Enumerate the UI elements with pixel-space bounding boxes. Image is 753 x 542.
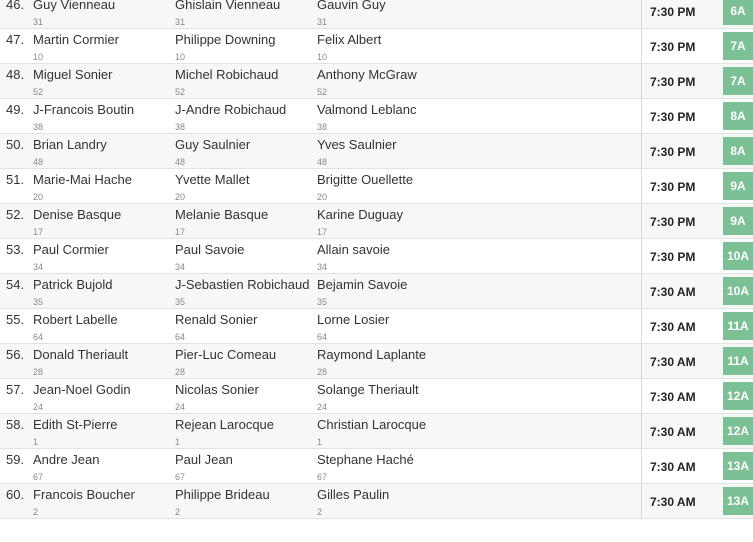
player-2-name[interactable]: Philippe Brideau (175, 487, 270, 502)
player-1-name[interactable]: Paul Cormier (33, 242, 109, 257)
column-divider (641, 64, 642, 98)
player-1-name[interactable]: J-Francois Boutin (33, 102, 135, 117)
player-1-handicap: 10 (33, 52, 44, 62)
starting-hole-badge[interactable]: 7A (723, 67, 753, 95)
player-1-handicap: 17 (33, 227, 44, 237)
player-3-cell (317, 172, 413, 203)
player-2-cell (175, 102, 286, 133)
player-1-name[interactable]: Donald Theriault (33, 347, 129, 362)
player-2-cell (175, 32, 275, 63)
tee-time: 7:30 AM (650, 285, 696, 299)
column-divider (641, 414, 642, 448)
table-row[interactable] (0, 309, 753, 344)
player-3-name[interactable]: Felix Albert (317, 32, 382, 47)
player-2-handicap: 34 (175, 262, 186, 272)
player-1-name[interactable]: Francois Boucher (33, 487, 135, 502)
tee-time: 7:30 PM (650, 110, 696, 124)
player-3-cell (317, 137, 397, 168)
player-1-handicap: 34 (33, 262, 44, 272)
player-2-handicap: 67 (175, 472, 186, 482)
player-1-handicap: 20 (33, 192, 44, 202)
player-3-name[interactable]: Solange Theriault (317, 382, 419, 397)
column-divider (641, 449, 642, 483)
player-3-cell (317, 0, 386, 28)
row-number: 59. (6, 452, 25, 467)
player-2-handicap: 52 (175, 87, 186, 97)
player-2-handicap: 48 (175, 157, 186, 167)
player-3-name[interactable]: Anthony McGraw (317, 67, 417, 82)
starting-hole-badge[interactable]: 8A (723, 137, 753, 165)
column-divider (641, 204, 642, 238)
table-row[interactable] (0, 414, 753, 449)
column-divider (641, 274, 642, 308)
column-divider (641, 309, 642, 343)
player-3-name[interactable]: Allain savoie (317, 242, 390, 257)
player-2-name[interactable]: Pier-Luc Comeau (175, 347, 277, 362)
player-3-handicap: 2 (317, 507, 323, 517)
starting-hole-badge[interactable]: 9A (723, 207, 753, 235)
player-2-name[interactable]: Renald Sonier (175, 312, 258, 327)
player-3-handicap: 67 (317, 472, 328, 482)
starting-hole-badge[interactable]: 9A (723, 172, 753, 200)
starting-hole-badge[interactable]: 10A (723, 277, 753, 305)
row-number: 47. (6, 32, 25, 47)
table-row[interactable] (0, 484, 753, 519)
player-3-handicap: 17 (317, 227, 328, 237)
player-3-cell (317, 312, 389, 343)
player-1-name[interactable]: Edith St-Pierre (33, 417, 118, 432)
player-3-handicap: 64 (317, 332, 328, 342)
row-number: 55. (6, 312, 25, 327)
row-number: 60. (6, 487, 25, 502)
player-2-handicap: 38 (175, 122, 186, 132)
player-2-cell (175, 312, 257, 343)
player-3-cell (317, 452, 414, 483)
player-2-name[interactable]: J-Andre Robichaud (175, 102, 287, 117)
player-1-cell (33, 207, 121, 238)
player-3-handicap: 35 (317, 297, 328, 307)
player-3-name[interactable]: Gilles Paulin (317, 487, 390, 502)
player-1-handicap: 38 (33, 122, 44, 132)
table-row[interactable] (0, 29, 753, 64)
player-2-cell (175, 242, 244, 273)
player-1-name[interactable]: Andre Jean (33, 452, 100, 467)
player-3-handicap: 31 (317, 17, 328, 27)
row-number: 48. (6, 67, 25, 82)
column-divider (641, 379, 642, 413)
player-3-cell (317, 67, 417, 98)
player-2-name[interactable]: J-Sebastien Robichaud (175, 277, 310, 292)
tee-time: 7:30 AM (650, 425, 696, 439)
player-1-name[interactable]: Robert Labelle (33, 312, 118, 327)
tee-time: 7:30 PM (650, 40, 696, 54)
player-1-cell (33, 347, 128, 378)
player-3-cell (317, 382, 419, 413)
player-1-name[interactable]: Denise Basque (33, 207, 122, 222)
player-1-handicap: 35 (33, 297, 44, 307)
player-3-cell (317, 417, 426, 448)
player-1-handicap: 1 (33, 437, 39, 447)
starting-hole-badge[interactable]: 6A (723, 0, 753, 25)
player-1-handicap: 67 (33, 472, 44, 482)
player-2-handicap: 1 (175, 437, 181, 447)
tee-time: 7:30 AM (650, 320, 696, 334)
player-1-cell (33, 487, 135, 518)
player-3-name[interactable]: Raymond Laplante (317, 347, 427, 362)
player-1-name[interactable]: Jean-Noel Godin (33, 382, 131, 397)
player-3-cell (317, 207, 403, 238)
player-2-cell (175, 487, 270, 518)
table-row[interactable] (0, 449, 753, 484)
player-3-name[interactable]: Valmond Leblanc (317, 102, 417, 117)
player-3-cell (317, 277, 407, 308)
row-number: 53. (6, 242, 25, 257)
player-1-name[interactable]: Brian Landry (33, 137, 107, 152)
row-number: 50. (6, 137, 25, 152)
column-divider (641, 0, 642, 28)
tee-time: 7:30 PM (650, 215, 696, 229)
tee-time: 7:30 PM (650, 145, 696, 159)
player-1-handicap: 52 (33, 87, 44, 97)
player-1-cell (33, 67, 113, 98)
player-2-name[interactable]: Rejean Larocque (175, 417, 275, 432)
table-row[interactable] (0, 204, 753, 239)
player-2-name[interactable]: Guy Saulnier (175, 137, 251, 152)
column-divider (641, 239, 642, 273)
player-2-name[interactable]: Yvette Mallet (175, 172, 250, 187)
column-divider (641, 344, 642, 378)
column-divider (641, 484, 642, 518)
tee-time: 7:30 AM (650, 460, 696, 474)
starting-hole-badge[interactable]: 13A (723, 452, 753, 480)
row-number: 54. (6, 277, 25, 292)
player-3-name[interactable]: Bejamin Savoie (317, 277, 408, 292)
starting-hole-badge[interactable]: 8A (723, 102, 753, 130)
player-2-handicap: 24 (175, 402, 186, 412)
player-2-name[interactable]: Michel Robichaud (175, 67, 279, 82)
player-1-cell (33, 102, 134, 133)
player-2-name[interactable]: Paul Savoie (175, 242, 245, 257)
player-1-cell (33, 277, 112, 308)
tee-time: 7:30 AM (650, 355, 696, 369)
player-1-cell (33, 382, 131, 413)
player-1-cell (33, 417, 118, 448)
player-2-cell (175, 172, 249, 203)
player-2-cell (175, 452, 233, 483)
row-number: 57. (6, 382, 25, 397)
player-2-handicap: 64 (175, 332, 186, 342)
table-row[interactable] (0, 0, 753, 29)
player-2-name[interactable]: Melanie Basque (175, 207, 269, 222)
player-2-cell (175, 207, 268, 238)
player-1-handicap: 48 (33, 157, 44, 167)
player-2-name[interactable]: Nicolas Sonier (175, 382, 259, 397)
player-1-name[interactable]: Guy Vienneau (33, 0, 116, 12)
row-number: 58. (6, 417, 25, 432)
starting-hole-badge[interactable]: 7A (723, 32, 753, 60)
column-divider (641, 99, 642, 133)
player-1-handicap: 31 (33, 17, 44, 27)
table-row[interactable] (0, 239, 753, 274)
player-2-cell (175, 67, 278, 98)
starting-hole-badge[interactable]: 12A (723, 382, 753, 410)
player-2-cell (175, 347, 276, 378)
player-1-handicap: 24 (33, 402, 44, 412)
tee-time: 7:30 PM (650, 5, 696, 19)
player-3-name[interactable]: Christian Larocque (317, 417, 427, 432)
tee-time: 7:30 PM (650, 250, 696, 264)
starting-hole-badge[interactable]: 13A (723, 487, 753, 515)
column-divider (641, 29, 642, 63)
column-divider (641, 134, 642, 168)
player-3-handicap: 52 (317, 87, 328, 97)
player-1-cell (33, 312, 118, 343)
player-2-name[interactable]: Paul Jean (175, 452, 233, 467)
column-divider (641, 169, 642, 203)
tee-time: 7:30 PM (650, 180, 696, 194)
table-row[interactable] (0, 64, 753, 99)
player-1-cell (33, 242, 109, 273)
player-2-handicap: 28 (175, 367, 186, 377)
table-row[interactable] (0, 169, 753, 204)
tee-time: 7:30 AM (650, 390, 696, 404)
player-3-name[interactable]: Karine Duguay (317, 207, 403, 222)
player-2-handicap: 31 (175, 17, 186, 27)
player-3-handicap: 24 (317, 402, 328, 412)
player-3-name[interactable]: Lorne Losier (317, 312, 390, 327)
player-1-name[interactable]: Patrick Bujold (33, 277, 113, 292)
player-2-handicap: 17 (175, 227, 186, 237)
player-3-handicap: 48 (317, 157, 328, 167)
player-3-cell (317, 32, 381, 63)
player-2-handicap: 10 (175, 52, 186, 62)
player-3-handicap: 1 (317, 437, 323, 447)
player-1-cell (33, 32, 119, 63)
player-2-name[interactable]: Ghislain Vienneau (175, 0, 281, 12)
player-3-handicap: 20 (317, 192, 328, 202)
player-3-name[interactable]: Stephane Haché (317, 452, 414, 467)
player-2-handicap: 2 (175, 507, 181, 517)
player-3-cell (317, 242, 390, 273)
player-2-cell (175, 277, 309, 308)
player-3-cell (317, 347, 426, 378)
player-3-cell (317, 487, 389, 518)
player-1-cell (33, 452, 100, 483)
starting-hole-badge[interactable]: 12A (723, 417, 753, 445)
table-row[interactable] (0, 134, 753, 169)
player-1-name[interactable]: Martin Cormier (33, 32, 119, 47)
player-2-handicap: 35 (175, 297, 186, 307)
table-row[interactable] (0, 274, 753, 309)
player-3-name[interactable]: Brigitte Ouellette (317, 172, 414, 187)
row-number: 51. (6, 172, 25, 187)
player-3-name[interactable]: Yves Saulnier (317, 137, 397, 152)
player-2-cell (175, 382, 259, 413)
player-3-handicap: 10 (317, 52, 328, 62)
row-number: 49. (6, 102, 25, 117)
player-1-name[interactable]: Miguel Sonier (33, 67, 113, 82)
player-1-handicap: 64 (33, 332, 44, 342)
tee-time: 7:30 PM (650, 75, 696, 89)
table-row[interactable] (0, 99, 753, 134)
player-1-cell (33, 137, 107, 168)
row-number: 56. (6, 347, 25, 362)
player-3-handicap: 34 (317, 262, 328, 272)
starting-hole-badge[interactable]: 10A (723, 242, 753, 270)
player-1-handicap: 2 (33, 507, 39, 517)
player-2-name[interactable]: Philippe Downing (175, 32, 276, 47)
player-1-cell (33, 172, 132, 203)
player-2-cell (175, 137, 250, 168)
starting-hole-badge[interactable]: 11A (723, 347, 753, 375)
player-2-handicap: 20 (175, 192, 186, 202)
player-1-name[interactable]: Marie-Mai Hache (33, 172, 132, 187)
row-number: 52. (6, 207, 25, 222)
row-number: 46. (6, 0, 25, 12)
tee-time: 7:30 AM (650, 495, 696, 509)
player-3-handicap: 38 (317, 122, 328, 132)
player-3-name[interactable]: Gauvin Guy (317, 0, 386, 12)
player-1-cell (33, 0, 115, 28)
table-row[interactable] (0, 379, 753, 414)
table-row[interactable] (0, 344, 753, 379)
player-1-handicap: 28 (33, 367, 44, 377)
player-2-cell (175, 417, 274, 448)
starting-hole-badge[interactable]: 11A (723, 312, 753, 340)
player-2-cell (175, 0, 280, 28)
player-3-cell (317, 102, 417, 133)
player-3-handicap: 28 (317, 367, 328, 377)
